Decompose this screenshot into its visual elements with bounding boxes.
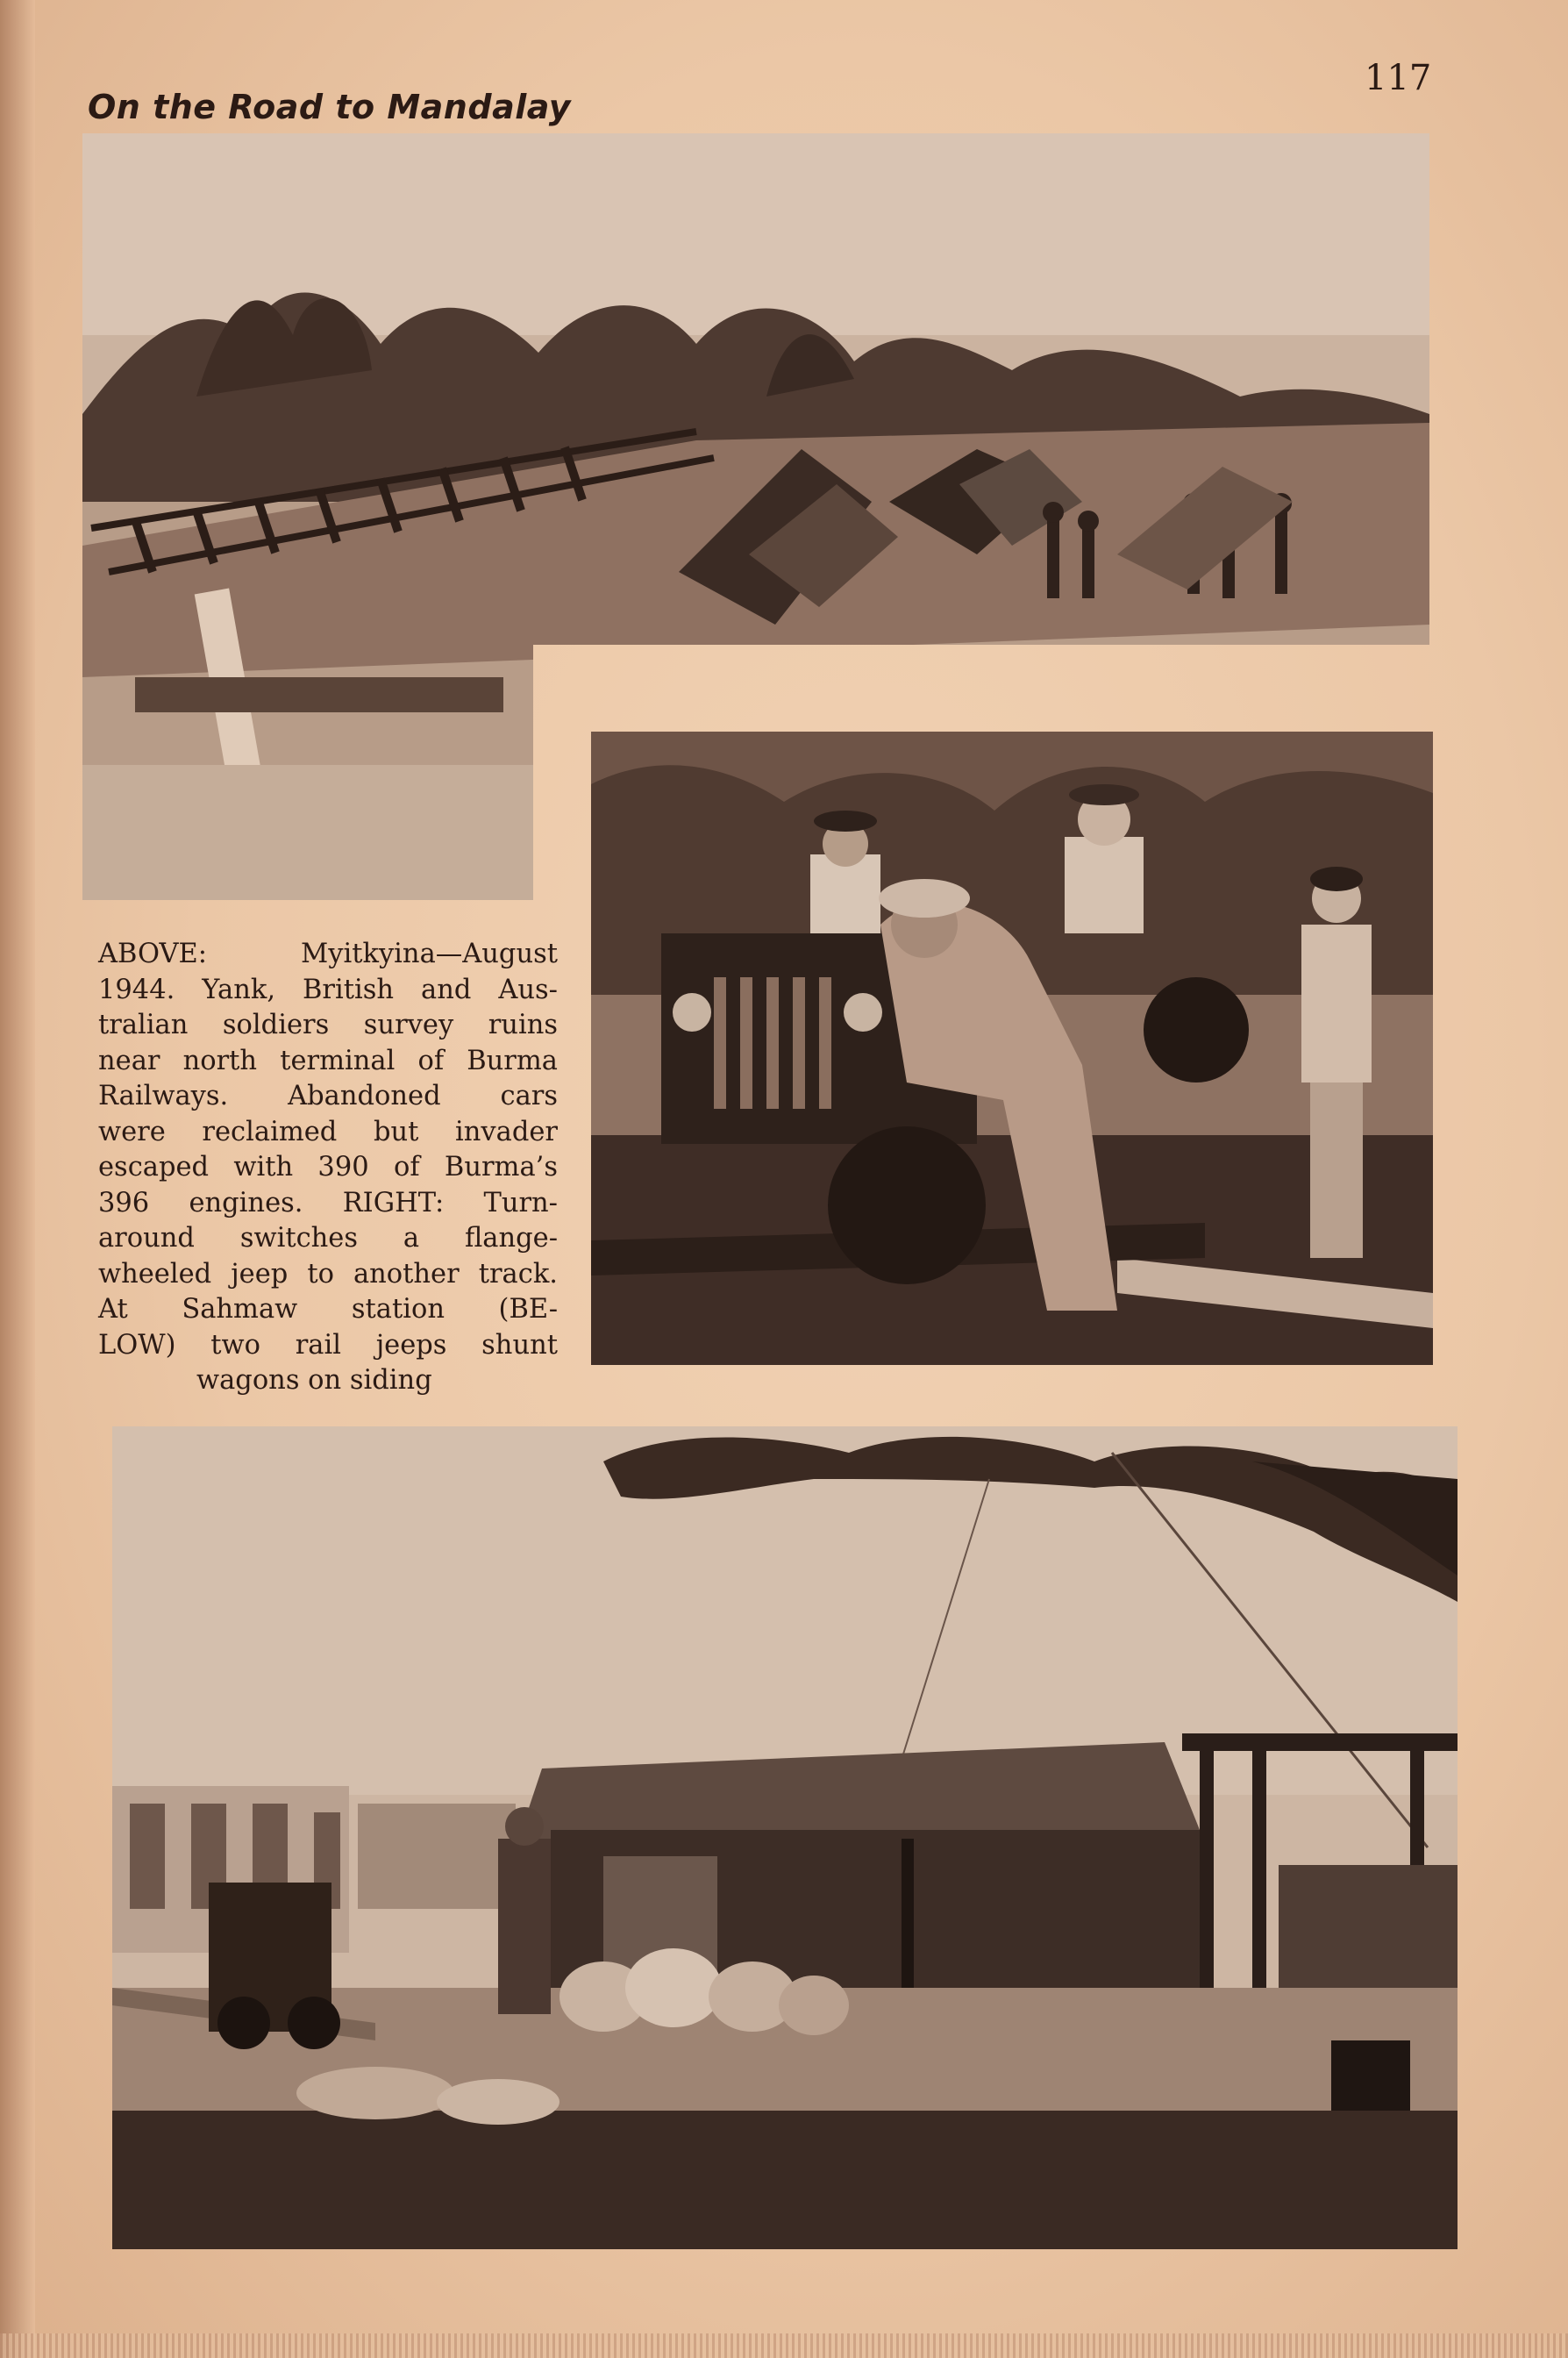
- caption-line: wheeled jeep to another track.: [98, 1258, 558, 1290]
- caption-line: Railways. Abandoned cars: [98, 1081, 558, 1111]
- running-header-title: On the Road to Mandalay: [88, 88, 571, 126]
- caption-line: 1944. Yank, British and Aus-: [98, 974, 558, 1005]
- caption-line: near north terminal of Burma: [98, 1045, 558, 1076]
- page-bottom-edge: [0, 2333, 1568, 2358]
- caption-line: LOW) two rail jeeps shunt: [98, 1329, 558, 1361]
- page-number: 117: [1365, 58, 1432, 98]
- caption-line: 396 engines. RIGHT: Turn-: [98, 1187, 558, 1218]
- caption-line: wagons on siding: [196, 1365, 432, 1396]
- caption-line: At Sahmaw station (BE-: [98, 1294, 558, 1325]
- photo-sahmaw-station: [112, 1426, 1458, 2249]
- page-gutter-shadow: [0, 0, 35, 2358]
- caption-line: were reclaimed but invader: [98, 1116, 558, 1147]
- photo-jeep-turnaround: [591, 732, 1433, 1365]
- caption-line: ABOVE: Myitkyina—August: [98, 939, 558, 969]
- photo-caption: [98, 937, 558, 1399]
- caption-line: around switches a flange-: [98, 1223, 558, 1254]
- caption-line: tralian soldiers survey ruins: [98, 1010, 558, 1040]
- caption-line: escaped with 390 of Burma’s: [98, 1152, 558, 1183]
